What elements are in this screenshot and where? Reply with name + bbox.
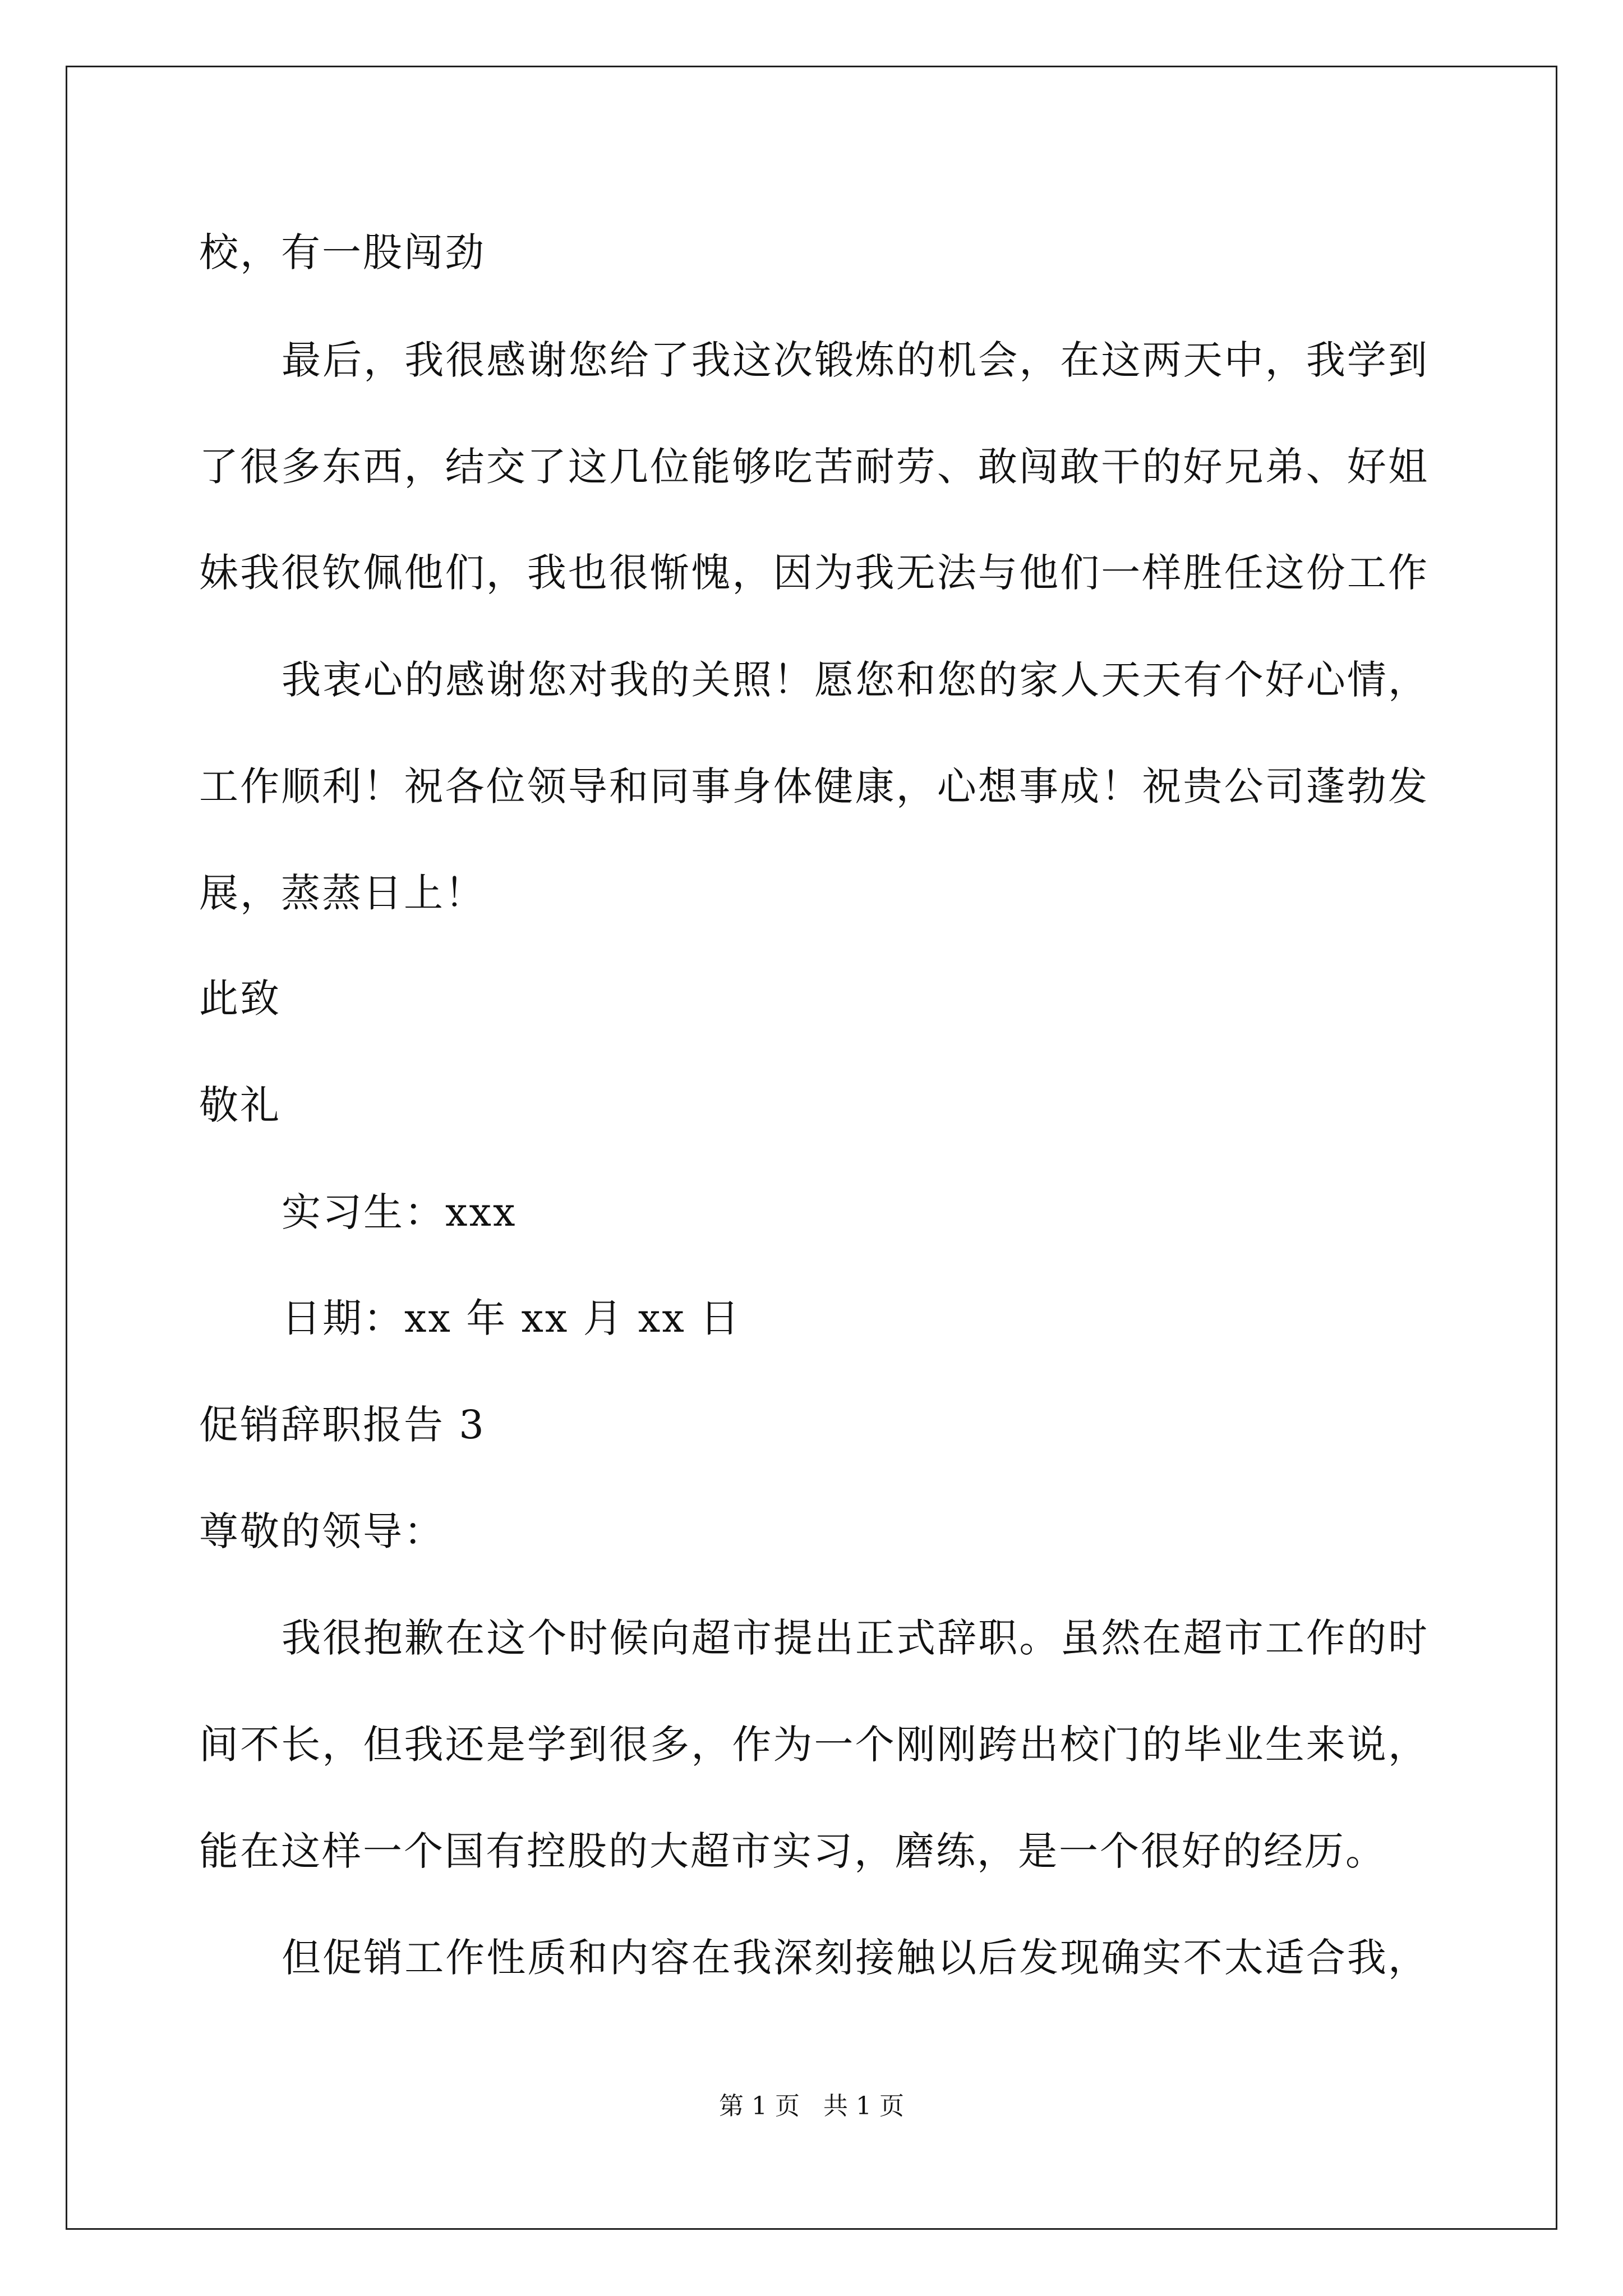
text-line: 此致 [199, 976, 281, 1022]
date-line: 日期：xx 年 xx 月 xx 日 [282, 1295, 741, 1341]
text-line: 工作顺利！祝各位领导和同事身体健康，心想事成！祝贵公司蓬勃发 [199, 763, 1427, 809]
text-line: 了很多东西，结交了这几位能够吃苦耐劳、敢闯敢干的好兄弟、好姐 [199, 444, 1427, 490]
text-line: 最后，我很感谢您给了我这次锻炼的机会，在这两天中，我学到 [282, 337, 1427, 383]
text-line: 妹我很钦佩他们，我也很惭愧，因为我无法与他们一样胜任这份工作 [199, 550, 1427, 596]
text-line: 我衷心的感谢您对我的关照！愿您和您的家人天天有个好心情， [282, 657, 1427, 703]
text-line: 能在这样一个国有控股的大超市实习，磨练，是一个很好的经历。 [199, 1828, 1386, 1874]
text-line: 但促销工作性质和内容在我深刻接触以后发现确实不太适合我， [282, 1935, 1427, 1981]
text-line: 敬礼 [199, 1082, 281, 1128]
page-border [66, 66, 1557, 2230]
section-heading: 促销辞职报告 3 [199, 1402, 486, 1448]
text-line: 我很抱歉在这个时候向超市提出正式辞职。虽然在超市工作的时 [282, 1615, 1427, 1661]
text-line: 校，有一股闯劲 [199, 229, 486, 275]
salutation: 尊敬的领导： [199, 1508, 445, 1554]
text-line: 展，蒸蒸日上！ [199, 870, 486, 916]
page-footer: 第 1 页 共 1 页 [719, 2092, 904, 2120]
signature-line: 实习生：xxx [282, 1189, 517, 1235]
text-line: 间不长，但我还是学到很多，作为一个刚刚跨出校门的毕业生来说， [199, 1722, 1427, 1768]
